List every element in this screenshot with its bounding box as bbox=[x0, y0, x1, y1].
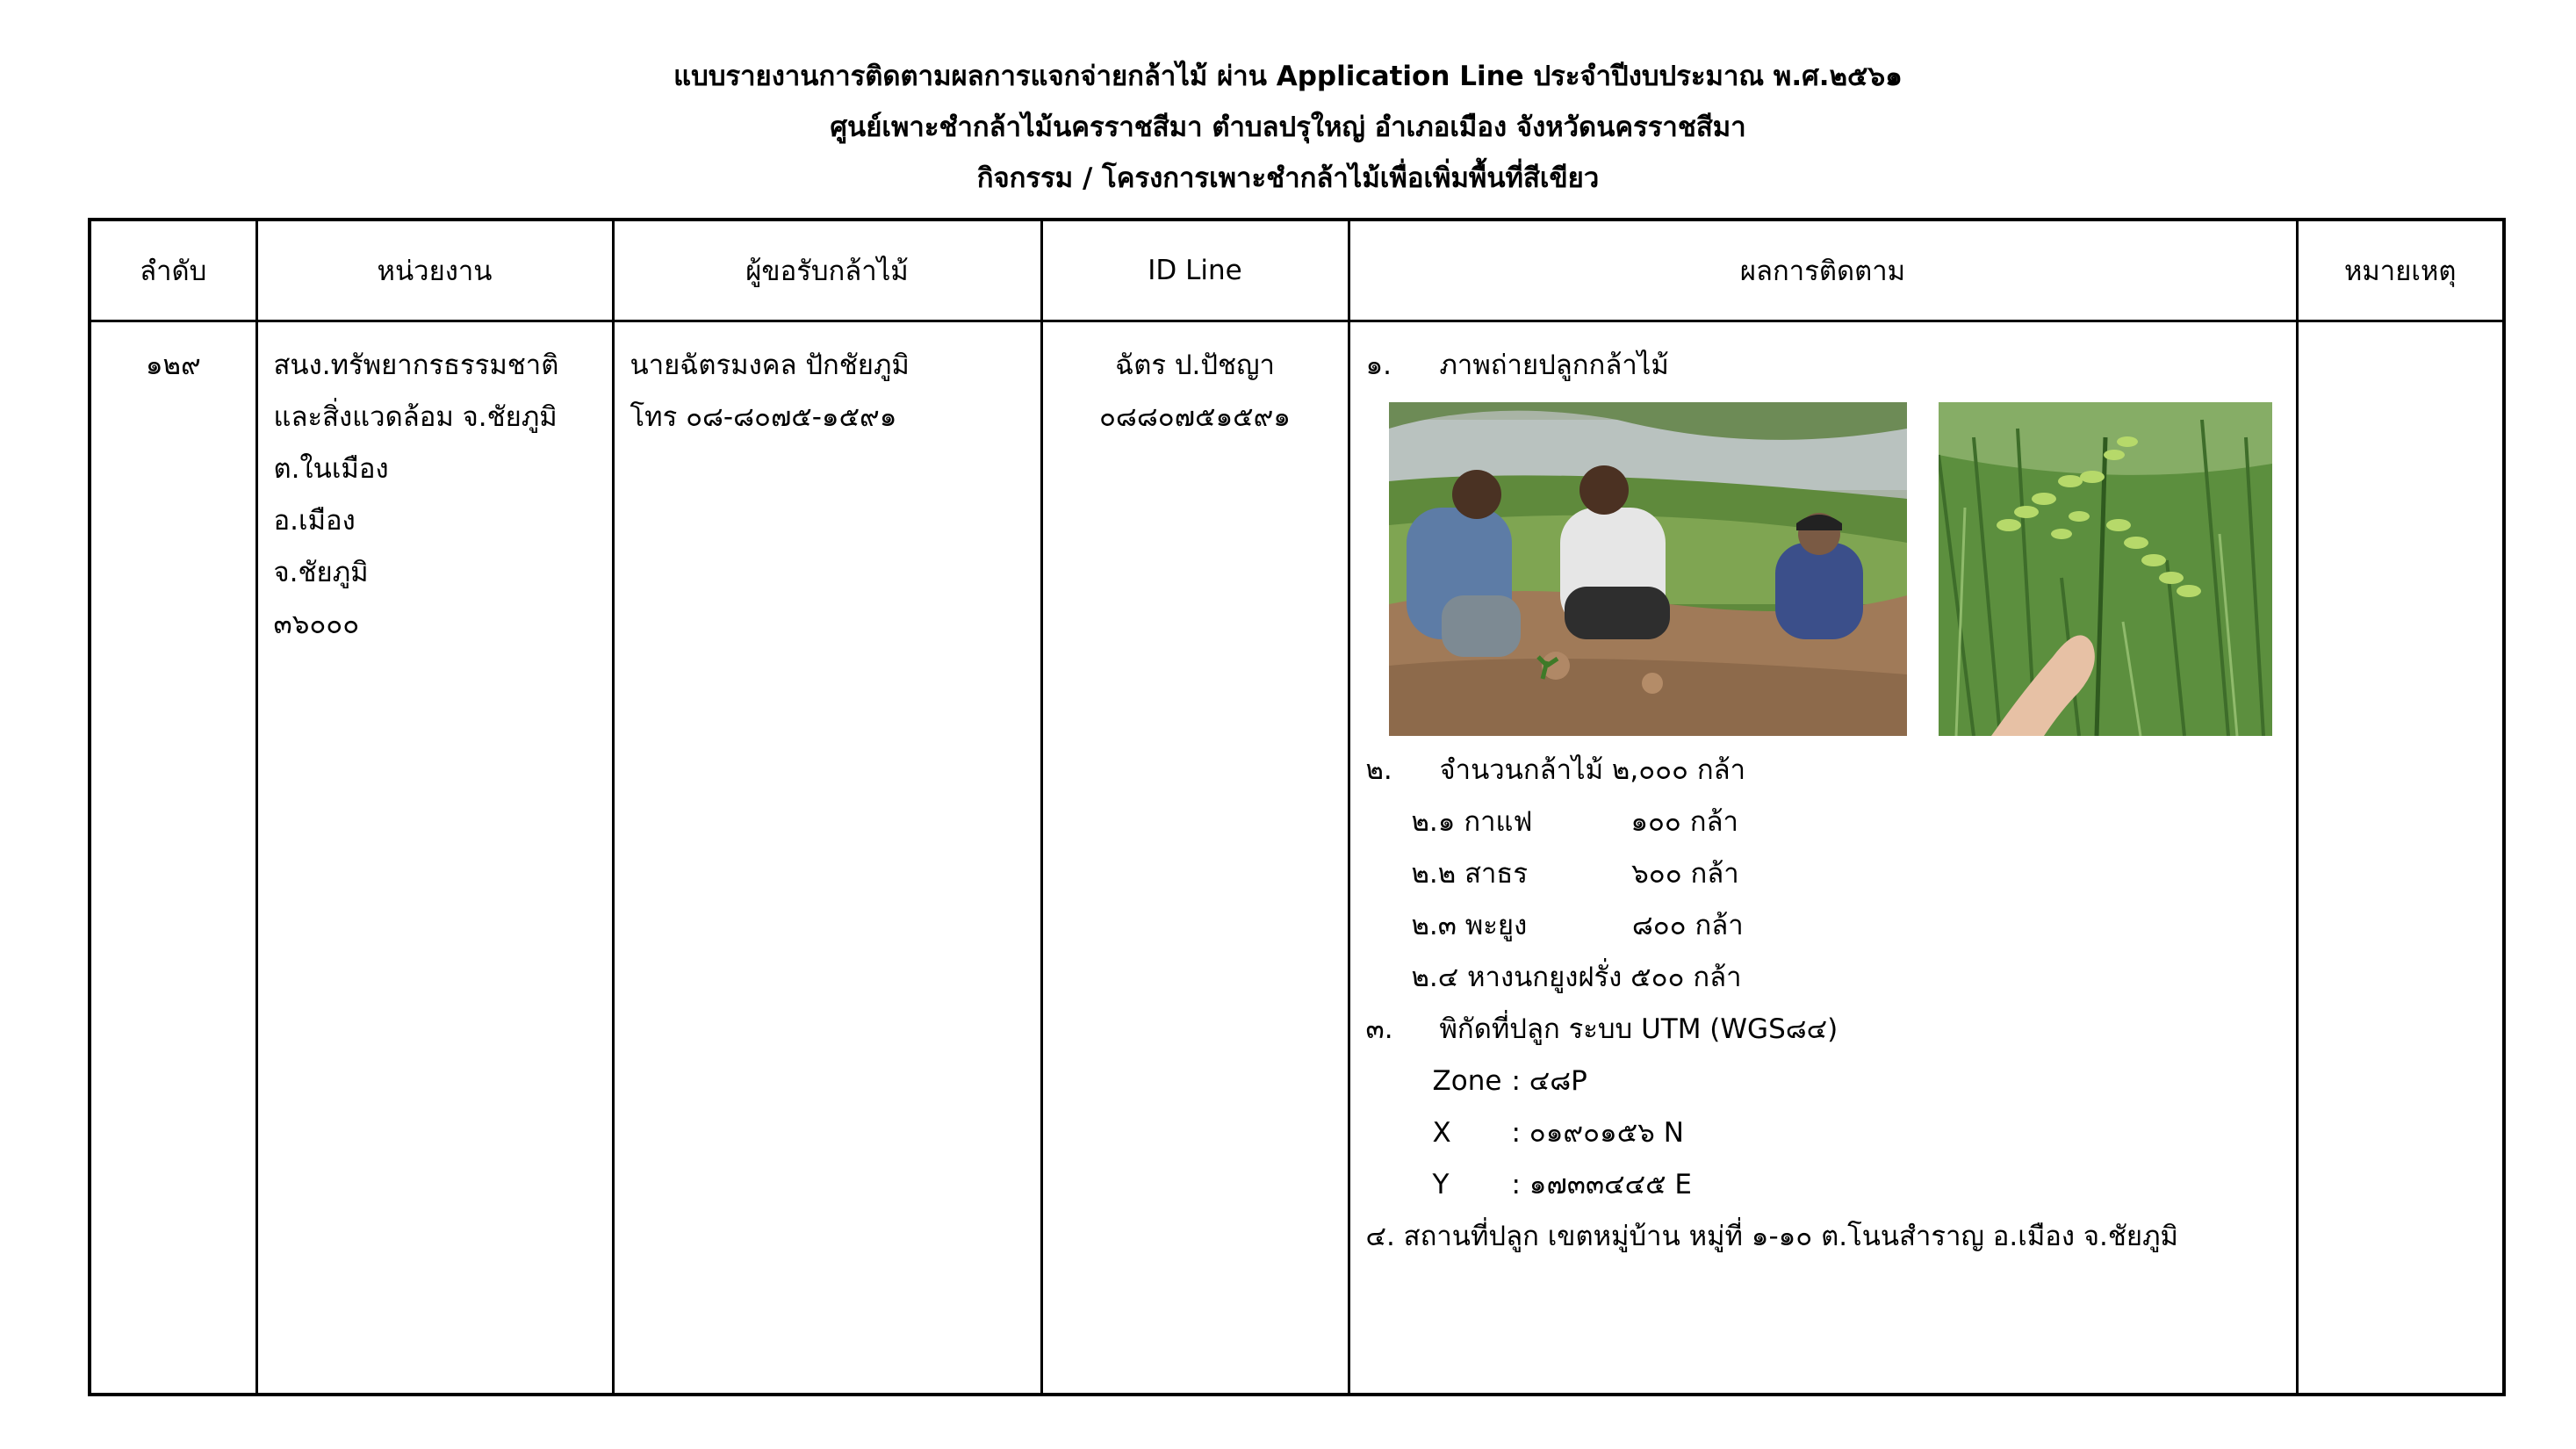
result-item-1: ๑. ภาพถ่ายปลูกกล้าไม้ bbox=[1365, 350, 1669, 381]
cell-agency bbox=[256, 321, 613, 1395]
agency-postcode: ๓๖๐๐๐ bbox=[273, 609, 360, 640]
agency-line: อ.เมือง bbox=[273, 505, 356, 537]
agency-line: จ.ชัยภูมิ bbox=[273, 557, 369, 588]
document-header bbox=[0, 51, 2576, 204]
agency-line: สนง.ทรัพยากรธรรมชาติ bbox=[273, 350, 559, 381]
seedling-photo bbox=[1939, 402, 2272, 736]
table-row bbox=[90, 321, 2504, 1395]
photo-row bbox=[1389, 402, 2280, 736]
recipient-phone: โทร ๐๘-๘๐๗๕-๑๕๙๑ bbox=[630, 401, 897, 433]
line-id-number: ๐๘๘๐๗๕๑๕๙๑ bbox=[1099, 401, 1291, 433]
seedling-item: ๒.๒ สาธร ๖๐๐ กล้า bbox=[1411, 858, 1739, 890]
col-header-result: ผลการติดตาม bbox=[1349, 220, 2297, 321]
coordinate-y: Y : ๑๗๓๓๔๔๕ E bbox=[1432, 1169, 1692, 1200]
agency-line: และสิ่งแวดล้อม จ.ชัยภูมิ bbox=[273, 401, 558, 433]
header-center-name: ศูนย์เพาะชำกล้าไม้นครราชสีมา ตำบลปรุใหญ่ อำเภอเมือง จังหวัดนครราชสีมา bbox=[830, 112, 1746, 143]
coordinate-x: X : ๐๑๙๐๑๕๖ N bbox=[1432, 1117, 1684, 1149]
planting-photo bbox=[1389, 402, 1907, 736]
col-header-agency: หน่วยงาน bbox=[256, 220, 613, 321]
order-number: ๑๒๙ bbox=[145, 350, 201, 381]
cell-remark bbox=[2297, 321, 2504, 1395]
recipient-name: นายฉัตรมงคล ปักชัยภูมิ bbox=[630, 350, 910, 381]
cell-id-line bbox=[1041, 321, 1349, 1395]
coordinate-zone: Zone : ๔๘P bbox=[1432, 1065, 1587, 1097]
agency-line: ต.ในเมือง bbox=[273, 453, 389, 485]
cell-order bbox=[90, 321, 256, 1395]
header-title: แบบรายงานการติดตามผลการแจกจ่ายกล้าไม้ ผ่าน Application Line ประจำปีงบประมาณ พ.ศ.๒๕๖๑ bbox=[673, 61, 1903, 92]
header-activity: กิจกรรม / โครงการเพาะชำกล้าไม้เพื่อเพิ่มพื้นที่สีเขียว bbox=[976, 162, 1600, 194]
result-item-2: ๒. จำนวนกล้าไม้ ๒,๐๐๐ กล้า bbox=[1365, 754, 1745, 786]
col-header-id-line: ID Line bbox=[1041, 220, 1349, 321]
result-item-4: ๔. สถานที่ปลูก เขตหมู่บ้าน หมู่ที่ ๑-๑๐ ต.โนนสำราญ อ.เมือง จ.ชัยภูมิ bbox=[1365, 1221, 2178, 1252]
line-id-name: ฉัตร ป.ปัชญา bbox=[1115, 350, 1275, 381]
cell-result bbox=[1349, 321, 2297, 1395]
report-table bbox=[88, 218, 2506, 1396]
seedling-item: ๒.๑ กาแฟ ๑๐๐ กล้า bbox=[1411, 806, 1738, 838]
cell-recipient bbox=[613, 321, 1041, 1395]
col-header-order: ลำดับ bbox=[90, 220, 256, 321]
table-header-row bbox=[90, 220, 2504, 321]
col-header-recipient: ผู้ขอรับกล้าไม้ bbox=[613, 220, 1041, 321]
result-item-3: ๓. พิกัดที่ปลูก ระบบ UTM (WGS๘๔) bbox=[1365, 1013, 1838, 1045]
seedling-item: ๒.๔ หางนกยูงฝรั่ง ๕๐๐ กล้า bbox=[1411, 962, 1742, 993]
col-header-remark: หมายเหตุ bbox=[2297, 220, 2504, 321]
seedling-item: ๒.๓ พะยูง ๘๐๐ กล้า bbox=[1411, 910, 1744, 941]
